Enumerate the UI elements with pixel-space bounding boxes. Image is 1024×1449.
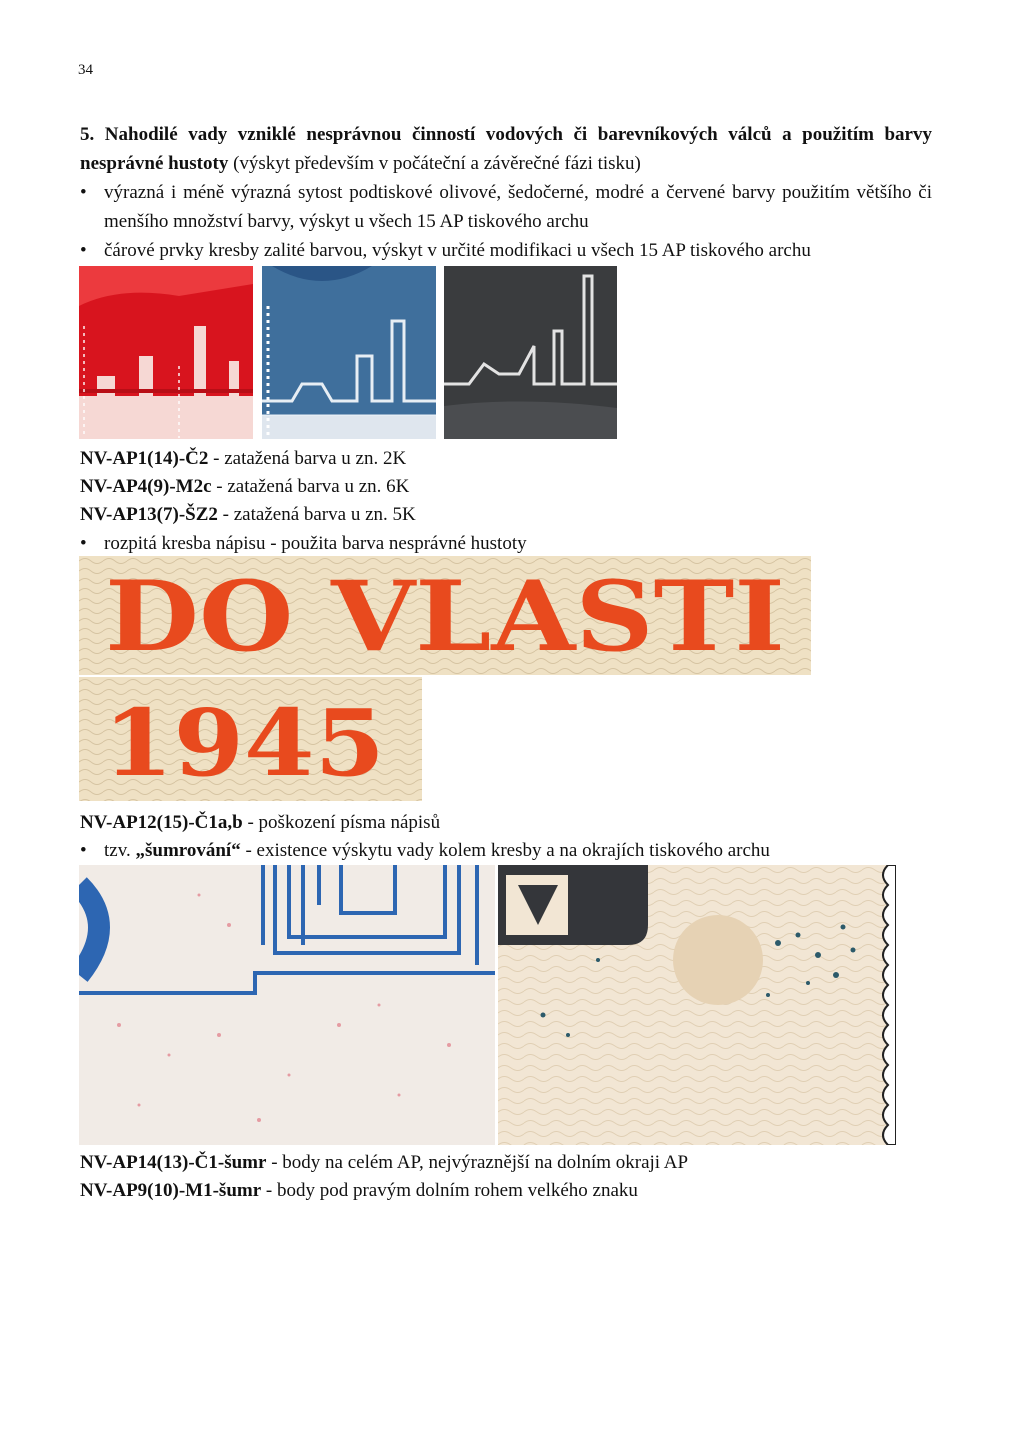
stamp-text-do-vlasti-image: [79, 556, 811, 675]
page-number: 34: [78, 62, 93, 78]
stamp-text-line1: DO VLASTI: [105, 560, 785, 673]
figure-caption: [80, 1176, 638, 1205]
stamp-detail-red-image: [79, 266, 253, 439]
caption-code: NV-AP1(14)-Č2: [80, 448, 209, 469]
bullet-dot: •: [80, 840, 87, 861]
stamp-text-1945-image: [79, 677, 422, 801]
bullet-dot: •: [80, 533, 87, 554]
stamp-detail-speckle-left-image: [79, 865, 495, 1145]
bullet-text-post: - existence výskytu vady kolem kresby a na okrajích tiskového archu: [240, 840, 770, 861]
bullet-text: rozpitá kresba nápisu - použita barva nesprávné hustoty: [104, 533, 527, 554]
caption-code: NV-AP4(9)-M2c: [80, 476, 212, 497]
heading-bold: 5. Nahodilé vady vzniklé nesprávnou činností vodových či barevníkových válců a použitím barvy nesprávné hustoty: [80, 124, 932, 174]
section-heading: [80, 120, 932, 178]
bullet-text-pre: tzv.: [104, 840, 136, 861]
stamp-detail-dark-image: [444, 266, 617, 439]
stamp-detail-speckle-right-image: [498, 865, 896, 1145]
figure-caption: [80, 1148, 688, 1177]
caption-desc: - body na celém AP, nejvýraznější na dolním okraji AP: [266, 1152, 689, 1173]
caption-desc: - body pod pravým dolním rohem velkého znaku: [261, 1180, 638, 1201]
caption-desc: - zatažená barva u zn. 5K: [217, 504, 416, 525]
caption-desc: - zatažená barva u zn. 6K: [211, 476, 410, 497]
bullet-dot: •: [80, 240, 87, 261]
bullet-item: [80, 236, 932, 265]
caption-desc: - poškození písma nápisů: [242, 812, 441, 833]
figure-caption: [80, 500, 416, 529]
bullet-item: [80, 178, 932, 236]
figure-caption: [80, 808, 440, 837]
caption-code: NV-AP12(15)-Č1a,b: [80, 812, 243, 833]
bullet-text-bold: „šumrování“: [135, 840, 241, 861]
caption-code: NV-AP14(13)-Č1-šumr: [80, 1152, 267, 1173]
figure-caption: [80, 472, 409, 501]
caption-code: NV-AP9(10)-M1-šumr: [80, 1180, 262, 1201]
bullet-item: [80, 529, 932, 558]
bullet-text: čárové prvky kresby zalité barvou, výskyt v určité modifikaci u všech 15 AP tiskového archu: [104, 240, 811, 261]
bullet-item: [80, 836, 932, 865]
caption-desc: - zatažená barva u zn. 2K: [208, 448, 407, 469]
stamp-text-line2: 1945: [103, 689, 385, 797]
heading-rest: (výskyt především v počáteční a závěrečné fázi tisku): [228, 153, 641, 174]
bullet-dot: •: [80, 182, 87, 203]
caption-code: NV-AP13(7)-ŠZ2: [80, 504, 218, 525]
figure-caption: [80, 444, 406, 473]
stamp-detail-blue-image: [262, 266, 436, 439]
bullet-text: výrazná i méně výrazná sytost podtiskové olivové, šedočerné, modré a červené barvy použitím většího či menšího množství barvy, výskyt u všech 15 AP tiskového archu: [104, 182, 932, 232]
